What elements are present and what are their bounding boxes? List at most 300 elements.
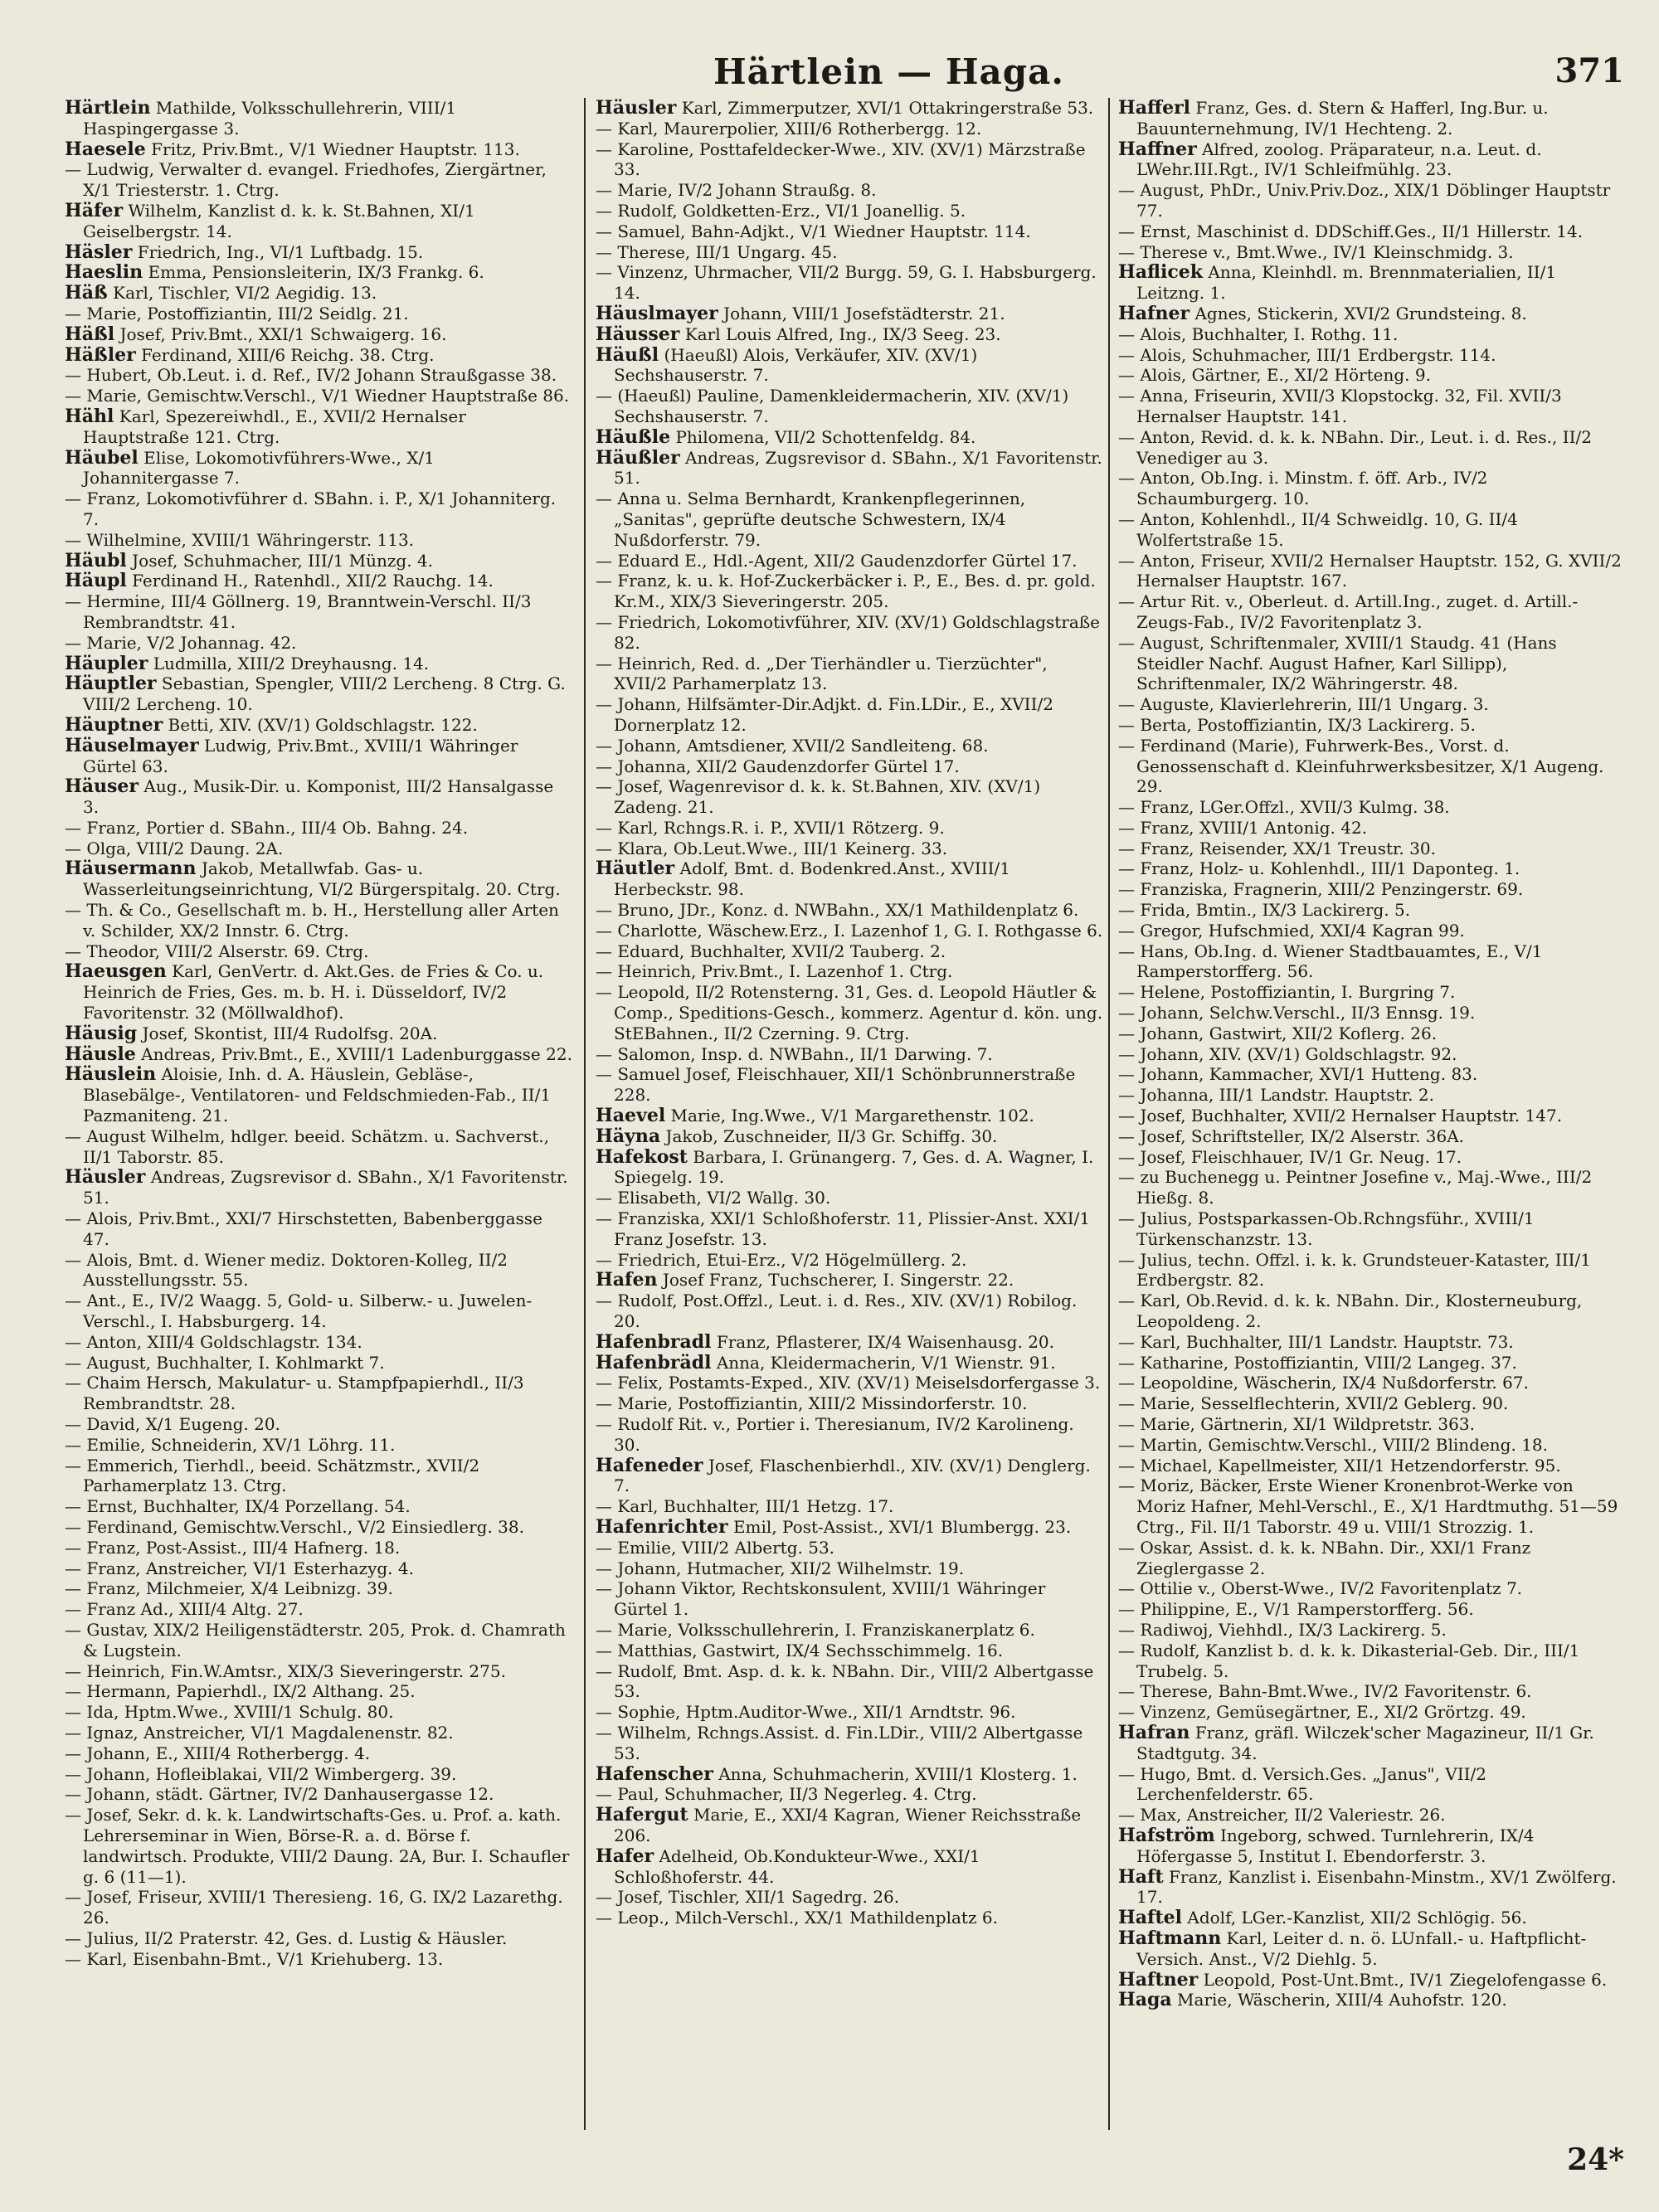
directory-entry <box>1118 1332 1626 1353</box>
directory-entry <box>1118 324 1626 345</box>
entry-details: — August Wilhelm, hdlger. beeid. Schätzm. u. Sachverst., II/1 Taborstr. 85. <box>65 1125 549 1167</box>
entry-details: — Friedrich, Lokomotivführer, XIV. (XV/1) Goldschlagstraße 82. <box>596 611 1101 653</box>
directory-entry <box>596 756 1103 777</box>
entry-details: Adolf, LGer.-Kanzlist, XII/2 Schlögig. 56. <box>1182 1908 1527 1928</box>
entry-details: — Samuel Josef, Fleischhauer, XII/1 Schönbrunnerstraße 228. <box>596 1064 1076 1106</box>
directory-entry <box>596 1353 1103 1373</box>
entry-details: — Franziska, Fragnerin, XIII/2 Penzingerstr. 69. <box>1118 879 1524 900</box>
entry-surname: Häusler <box>65 1166 146 1189</box>
entry-details: — Josef, Friseur, XVIII/1 Theresieng. 16, G. IX/2 Lazarethg. 26. <box>65 1887 563 1928</box>
directory-entry <box>65 818 572 839</box>
entry-details: Fritz, Priv.Bmt., V/1 Wiedner Hauptstr. 113. <box>145 139 520 159</box>
entry-details: Marie, Wäscherin, XIII/4 Auhofstr. 120. <box>1171 1990 1507 2010</box>
directory-entry <box>1118 1435 1626 1456</box>
directory-entry <box>1118 427 1626 469</box>
entry-details: Adelheid, Ob.Kondukteur-Wwe., XXI/1 Schloßhoferstr. 44. <box>614 1845 980 1887</box>
entry-details: — (Haeußl) Pauline, Damenkleidermacherin, XIV. (XV/1) Sechshauserstr. 7. <box>596 386 1069 426</box>
entry-surname: Hafergut <box>596 1804 688 1826</box>
directory-entry <box>596 262 1103 304</box>
directory-entry <box>1118 1599 1626 1620</box>
directory-entry <box>596 1805 1103 1846</box>
entry-details: Karl, Leiter d. n. ö. LUnfall.- u. Haftpflicht-Versich. Anst., V/2 Diehlg. 5. <box>1136 1928 1587 1969</box>
entry-details: — Marie, Sesselflechterin, XVII/2 Geblerg. 90. <box>1118 1393 1509 1414</box>
entry-surname: Hafenscher <box>596 1762 713 1785</box>
directory-entry <box>65 1332 572 1353</box>
entry-details: — David, X/1 Eugeng. 20. <box>65 1414 280 1434</box>
directory-entry <box>65 1599 572 1620</box>
entry-details: — Anton, Revid. d. k. k. NBahn. Dir., Leut. i. d. Res., II/2 Venediger au 3. <box>1118 426 1592 468</box>
entry-details: — Matthias, Gastwirt, IX/4 Sechsschimmelg. 16. <box>596 1640 1004 1660</box>
entry-details: — Johann, Hilfsämter-Dir.Adjkt. d. Fin.LDir., E., XVII/2 Dornerplatz 12. <box>596 694 1053 735</box>
entry-surname: Häußle <box>596 425 671 448</box>
directory-entry <box>65 159 572 201</box>
directory-entry <box>65 591 572 633</box>
entry-surname: Häuslmayer <box>596 302 718 324</box>
directory-entry <box>596 1784 1103 1805</box>
directory-entry <box>596 489 1103 550</box>
entry-surname: Haftner <box>1118 1968 1199 1991</box>
entry-details: — Franz, k. u. k. Hof-Zuckerbäcker i. P., E., Bes. d. pr. gold. Kr.M., XIX/3 Sieveringerstr. 205. <box>596 571 1096 612</box>
directory-entry <box>1118 715 1626 736</box>
column-divider <box>1108 98 1110 2130</box>
directory-entry <box>1118 591 1626 633</box>
entry-details: Wilhelm, Kanzlist d. k. k. St.Bahnen, XI/1 Geiselbergstr. 14. <box>83 200 475 241</box>
directory-entry <box>1118 221 1626 242</box>
directory-entry <box>1118 1023 1626 1044</box>
entry-details: — August, PhDr., Univ.Priv.Doz., XIX/1 Döblinger Hauptstr 77. <box>1118 180 1611 221</box>
directory-entry <box>1118 941 1626 983</box>
directory-entry <box>1118 633 1626 694</box>
directory-entry <box>596 1846 1103 1888</box>
directory-entry <box>596 324 1103 345</box>
entry-surname: Haevel <box>596 1105 666 1127</box>
entry-details: — Ferdinand (Marie), Fuhrwerk-Bes., Vorst. d. Genossenschaft d. Kleinfuhrwerksbesitzer, X/1 Augeng. 29. <box>1118 735 1604 797</box>
entry-details: — Rudolf, Goldketten-Erz., VI/1 Joanellig. 5. <box>596 200 966 221</box>
entry-details: — Rudolf, Post.Offzl., Leut. i. d. Res., XIV. (XV/1) Robilog. 20. <box>596 1291 1078 1332</box>
entry-surname: Hähl <box>65 405 114 427</box>
directory-entry <box>1118 1208 1626 1250</box>
entry-details: — Johann, Gastwirt, XII/2 Koflerg. 26. <box>1118 1023 1438 1043</box>
directory-entry <box>596 1764 1103 1785</box>
entry-details: — Ernst, Buchhalter, IX/4 Porzellang. 54. <box>65 1496 411 1517</box>
entry-details: Karl, GenVertr. d. Akt.Ges. de Fries & Co. u. Heinrich de Fries, Ges. m. b. H. i. Düsseldorf, IV/2 Favoritenstr. 32 (Möllwaldhof). <box>83 961 544 1023</box>
directory-entry <box>65 1702 572 1723</box>
entry-details: — Johann, XIV. (XV/1) Goldschlagstr. 92. <box>1118 1043 1457 1064</box>
directory-entry <box>1118 386 1626 427</box>
entry-details: — Ottilie v., Oberst-Wwe., IV/2 Favoritenplatz 7. <box>1118 1578 1523 1599</box>
directory-entry <box>596 1641 1103 1661</box>
entry-surname: Hafran <box>1118 1721 1190 1743</box>
directory-entry <box>1118 1147 1626 1168</box>
entry-surname: Häsler <box>65 241 133 263</box>
entry-details: — Heinrich, Red. d. „Der Tierhändler u. Tierzüchter", XVII/2 Parhamerplatz 13. <box>596 653 1048 694</box>
directory-entry <box>65 1743 572 1764</box>
directory-entry <box>596 304 1103 324</box>
entry-details: — Franziska, XXI/1 Schloßhoferstr. 11, Plissier-Anst. XXI/1 Franz Josefstr. 13. <box>596 1208 1091 1249</box>
directory-entry <box>1118 180 1626 221</box>
entry-details: Josef, Skontist, III/4 Rudolfsg. 20A. <box>137 1023 438 1043</box>
entry-details: Barbara, I. Grünangerg. 7, Ges. d. A. Wagner, I. Spiegelg. 19. <box>614 1146 1094 1188</box>
entry-surname: Häußl <box>596 343 659 366</box>
entry-details: — Franz Ad., XIII/4 Altg. 27. <box>65 1599 304 1620</box>
entry-surname: Hafenbrädl <box>596 1351 712 1373</box>
entry-surname: Häusig <box>65 1022 138 1044</box>
directory-entry <box>65 1291 572 1332</box>
directory-entry <box>596 612 1103 654</box>
directory-entry <box>596 694 1103 736</box>
entry-surname: Häusle <box>65 1043 136 1065</box>
entry-details: — zu Buchenegg u. Peintner Josefine v., Maj.-Wwe., III/2 Hießg. 8. <box>1118 1167 1593 1208</box>
entry-details: — Samuel, Bahn-Adjkt., V/1 Wiedner Hauptstr. 114. <box>596 221 1031 241</box>
directory-entry <box>1118 1641 1626 1682</box>
entry-surname: Häupl <box>65 570 127 592</box>
entry-details: — Karl, Ob.Revid. d. k. k. NBahn. Dir., Klosterneuburg, Leopoldeng. 2. <box>1118 1291 1583 1332</box>
directory-entry <box>65 1517 572 1538</box>
directory-entry <box>65 283 572 304</box>
directory-entry <box>596 1496 1103 1517</box>
entry-details: — Leopold, II/2 Rotensterng. 31, Ges. d. Leopold Häutler & Comp., Speditions-Gesch., kommerz. Agentur d. kön. ung. StEBahnen., II/2 Czerning. 9. Ctrg. <box>596 982 1103 1043</box>
entry-details: — Vinzenz, Gemüsegärtner, E., XI/2 Grörtzg. 49. <box>1118 1702 1526 1723</box>
directory-entry <box>65 1558 572 1579</box>
directory-entry <box>65 1805 572 1887</box>
entry-details: — Eduard, Buchhalter, XVII/2 Tauberg. 2. <box>596 941 946 961</box>
directory-entry <box>596 1208 1103 1250</box>
entry-details: — Josef, Schriftsteller, IX/2 Alserstr. 36A. <box>1118 1125 1465 1146</box>
directory-entry <box>596 1414 1103 1456</box>
entry-details: — Gustav, XIX/2 Heiligenstädterstr. 205, Prok. d. Chamrath & Lugstein. <box>65 1619 566 1660</box>
entry-details: — Chaim Hersch, Makulatur- u. Stampfpapierhdl., II/3 Rembrandtstr. 28. <box>65 1373 524 1414</box>
entry-details: — Leopoldine, Wäscherin, IX/4 Nußdorferstr. 67. <box>1118 1373 1529 1393</box>
entry-details: — Franz, XVIII/1 Antonig. 42. <box>1118 817 1368 838</box>
directory-entry <box>1118 1908 1626 1928</box>
entry-surname: Haftmann <box>1118 1927 1222 1949</box>
page-header <box>0 51 1659 105</box>
entry-surname: Haft <box>1118 1865 1164 1888</box>
directory-entry <box>1118 1475 1626 1537</box>
entry-surname: Häusser <box>596 323 680 345</box>
entry-details: — Anna, Friseurin, XVII/3 Klopstockg. 32, Fil. XVII/3 Hernalser Hauptstr. 141. <box>1118 386 1562 426</box>
entry-details: — Anton, Friseur, XVII/2 Hernalser Hauptstr. 152, G. XVII/2 Hernalser Hauptstr. 167. <box>1118 550 1622 591</box>
entry-details: Jakob, Metallwfab. Gas- u. Wasserleitungseinrichtung, VI/2 Bürgerspitalg. 20. Ctrg. <box>83 858 561 900</box>
entry-details: — Franz, Lokomotivführer d. SBahn. i. P., X/1 Johanniterg. 7. <box>65 489 557 529</box>
entry-surname: Hafström <box>1118 1824 1215 1846</box>
entry-details: Emil, Post-Assist., XVI/1 Blumbergg. 23. <box>727 1516 1072 1537</box>
directory-entry <box>65 1887 572 1928</box>
directory-entry <box>65 571 572 591</box>
page-number: 371 <box>1554 51 1624 90</box>
directory-entry <box>65 1661 572 1682</box>
entry-details: — Hubert, Ob.Leut. i. d. Ref., IV/2 Johann Straußgasse 38. <box>65 365 557 386</box>
entry-details: Josef, Priv.Bmt., XXI/1 Schwaigerg. 16. <box>114 323 447 344</box>
entry-details: — Franz, Portier d. SBahn., III/4 Ob. Bahng. 24. <box>65 817 469 838</box>
entry-details: — Johann, E., XIII/4 Rotherbergg. 4. <box>65 1743 371 1763</box>
directory-entry <box>65 1126 572 1168</box>
entry-details: Leopold, Post-Unt.Bmt., IV/1 Ziegelofengasse 6. <box>1198 1969 1608 1990</box>
directory-entry <box>1118 1353 1626 1373</box>
entry-details: — Salomon, Insp. d. NWBahn., II/1 Darwing. 7. <box>596 1043 993 1064</box>
entry-surname: Haga <box>1118 1989 1172 2011</box>
entry-surname: Häuptler <box>65 673 157 695</box>
entry-details: Josef, Flaschenbierhdl., XIV. (XV/1) Denglerg. 7. <box>614 1455 1091 1496</box>
directory-entry <box>596 1538 1103 1558</box>
entry-surname: Haesele <box>65 138 146 160</box>
entry-details: — Hermine, III/4 Göllnerg. 19, Branntwein-Verschl. II/3 Rembrandtstr. 41. <box>65 591 532 632</box>
directory-entry <box>65 1764 572 1785</box>
directory-entry <box>1118 139 1626 181</box>
directory-entry <box>596 1702 1103 1723</box>
directory-entry <box>65 654 572 674</box>
directory-entry <box>1118 694 1626 715</box>
entry-surname: Häusler <box>596 98 677 119</box>
directory-entry <box>65 448 572 489</box>
directory-entry <box>65 201 572 242</box>
entry-details: — Johann, Amtsdiener, XVII/2 Sandleiteng. 68. <box>596 735 989 756</box>
entry-details: — Philippine, E., V/1 Ramperstorfferg. 56. <box>1118 1599 1474 1620</box>
directory-entry <box>1118 1167 1626 1208</box>
directory-entry <box>65 776 572 818</box>
entry-details: — Johann, Hutmacher, XII/2 Wilhelmstr. 19. <box>596 1558 965 1578</box>
directory-entry <box>596 982 1103 1043</box>
entry-details: Marie, Ing.Wwe., V/1 Margarethenstr. 102. <box>665 1106 1034 1126</box>
entry-details: — Josef, Buchhalter, XVII/2 Hernalser Hauptstr. 147. <box>1118 1106 1563 1126</box>
directory-entry <box>1118 1373 1626 1393</box>
directory-entry <box>65 530 572 551</box>
entry-details: — Hugo, Bmt. d. Versich.Ges. „Janus", VII/2 Lerchenfelderstr. 65. <box>1118 1763 1487 1805</box>
entry-details: — Max, Anstreicher, II/2 Valeriestr. 26. <box>1118 1805 1446 1826</box>
entry-details: — Eduard E., Hdl.-Agent, XII/2 Gaudenzdorfer Gürtel 17. <box>596 550 1078 571</box>
entry-surname: Häßler <box>65 343 136 366</box>
directory-entry <box>1118 304 1626 324</box>
directory-entry <box>65 489 572 530</box>
entry-surname: Hafer <box>596 1845 654 1867</box>
directory-entry <box>65 1949 572 1970</box>
directory-entry <box>1118 797 1626 818</box>
directory-entry <box>1118 839 1626 859</box>
directory-entry <box>1118 858 1626 879</box>
entry-details: — Gregor, Hufschmied, XXI/4 Kagran 99. <box>1118 920 1465 941</box>
directory-entry <box>65 406 572 448</box>
entry-details: Ferdinand, XIII/6 Reichg. 38. Ctrg. <box>135 344 435 365</box>
directory-entry <box>596 139 1103 181</box>
directory-entry <box>1118 365 1626 386</box>
entry-details: — Helene, Postoffiziantin, I. Burgring 7. <box>1118 982 1456 1003</box>
entry-details: — Julius, Postsparkassen-Ob.Rchngsführ., XVIII/1 Türkenschanzstr. 13. <box>1118 1208 1535 1249</box>
entry-details: — Charlotte, Wäschew.Erz., I. Lazenhof 1, G. I. Rothgasse 6. <box>596 920 1103 941</box>
entry-details: Karl, Tischler, VI/2 Aegidig. 13. <box>107 283 377 304</box>
entry-details: — Karl, Eisenbahn-Bmt., V/1 Kriehuberg. 13. <box>65 1948 444 1969</box>
directory-entry <box>596 1126 1103 1147</box>
entry-details: — August, Schriftenmaler, XVIII/1 Staudg. 41 (Hans Steidler Nachf. August Hafner, Karl Sillipp), Schriftenmaler, IX/2 Währingerstr. 48. <box>1118 632 1557 694</box>
directory-entry <box>1118 1393 1626 1414</box>
entry-surname: Haeslin <box>65 261 144 284</box>
entry-details: — Emilie, Schneiderin, XV/1 Löhrg. 11. <box>65 1434 396 1455</box>
entry-details: Andreas, Zugsrevisor d. SBahn., X/1 Favoritenstr. 51. <box>614 447 1102 489</box>
entry-details: — Artur Rit. v., Oberleut. d. Artill.Ing., zuget. d. Artill.-Zeugs-Fab., IV/2 Favoritenplatz 3. <box>1118 591 1579 632</box>
entry-details: — Moriz, Bäcker, Erste Wiener Kronenbrot-Werke von Moriz Hafner, Mehl-Verschl., E., X/1 Hardtmuthg. 51—59 Ctrg., Fil. II/1 Taborstr. 49 u. VIII/1 Strozzig. 1. <box>1118 1475 1618 1537</box>
entry-details: — Michael, Kapellmeister, XII/1 Hetzendorferstr. 95. <box>1118 1455 1561 1475</box>
entry-details: Ferdinand H., Ratenhdl., XII/2 Rauchg. 14. <box>126 571 494 591</box>
entry-details: — Klara, Ob.Leut.Wwe., III/1 Keinerg. 33. <box>596 838 948 858</box>
entry-details: — Martin, Gemischtw.Verschl., VIII/2 Blindeng. 18. <box>1118 1434 1549 1455</box>
entry-details: — Wilhelm, Rchngs.Assist. d. Fin.LDir., VIII/2 Albertgasse 53. <box>596 1722 1083 1763</box>
directory-entry <box>1118 262 1626 304</box>
entry-details: — Marie, Postoffiziantin, XIII/2 Missindorferstr. 10. <box>596 1393 1028 1414</box>
directory-entry <box>596 839 1103 859</box>
entry-details: — Berta, Postoffiziantin, IX/3 Lackirerg. 5. <box>1118 714 1476 735</box>
entry-details: — Leop., Milch-Verschl., XX/1 Mathildenplatz 6. <box>596 1908 998 1928</box>
entry-details: — Franz, Milchmeier, X/4 Leibnizg. 39. <box>65 1578 393 1599</box>
entry-details: Alfred, zoolog. Präparateur, n.a. Leut. d. LWehr.III.Rgt., IV/1 Schleifmühlg. 23. <box>1136 139 1542 180</box>
directory-entry <box>65 1928 572 1949</box>
directory-entry <box>65 715 572 736</box>
directory-entry <box>596 1044 1103 1065</box>
entry-surname: Haflicek <box>1118 261 1204 284</box>
directory-entry <box>1118 1044 1626 1065</box>
directory-entry <box>1118 242 1626 263</box>
column-1 <box>65 98 572 2130</box>
entry-surname: Hafekost <box>596 1145 688 1168</box>
directory-entry <box>1118 818 1626 839</box>
directory-entry <box>1118 509 1626 551</box>
directory-entry <box>596 1578 1103 1620</box>
directory-entry <box>596 1332 1103 1353</box>
directory-entry <box>65 242 572 263</box>
directory-entry <box>1118 1085 1626 1106</box>
entry-details: Anna, Kleidermacherin, V/1 Wienstr. 91. <box>711 1352 1056 1373</box>
directory-entry <box>1118 1867 1626 1908</box>
entry-details: Josef Franz, Tuchscherer, I. Singerstr. 22. <box>657 1270 1014 1291</box>
directory-entry <box>65 551 572 571</box>
entry-details: — Emmerich, Tierhdl., beeid. Schätzmstr., XVII/2 Parhamerplatz 13. Ctrg. <box>65 1455 480 1496</box>
entry-details: — Sophie, Hptm.Auditor-Wwe., XII/1 Arndtstr. 96. <box>596 1702 1016 1723</box>
entry-details: — Heinrich, Fin.W.Amtsr., XIX/3 Sieveringerstr. 275. <box>65 1660 506 1681</box>
directory-entry <box>65 98 572 139</box>
entry-details: Ingeborg, schwed. Turnlehrerin, IX/4 Höfergasse 5, Institut I. Ebendorferstr. 3. <box>1136 1825 1535 1866</box>
directory-entry <box>1118 921 1626 941</box>
directory-entry <box>1118 1620 1626 1641</box>
entry-details: — Wilhelmine, XVIII/1 Währingerstr. 113. <box>65 529 415 550</box>
entry-details: — Radiwoj, Viehhdl., IX/3 Lackirerg. 5. <box>1118 1619 1447 1640</box>
entry-details: — Ernst, Maschinist d. DDSchiff.Ges., II/1 Hillerstr. 14. <box>1118 221 1584 241</box>
directory-entry <box>596 221 1103 242</box>
entry-details: — Ida, Hptm.Wwe., XVIII/1 Schulg. 80. <box>65 1702 394 1723</box>
entry-details: — Hermann, Papierhdl., IX/2 Althang. 25. <box>65 1681 416 1702</box>
entry-details: — Emilie, VIII/2 Albertg. 53. <box>596 1537 835 1558</box>
directory-entry <box>596 571 1103 612</box>
column-3 <box>1118 98 1626 2130</box>
entry-surname: Haeusgen <box>65 960 167 983</box>
directory-entry <box>596 1373 1103 1393</box>
directory-entry <box>1118 736 1626 797</box>
entry-details: — Josef, Fleischhauer, IV/1 Gr. Neug. 17. <box>1118 1146 1462 1167</box>
entry-details: — Vinzenz, Uhrmacher, VII/2 Burgg. 59, G. I. Habsburgerg. 14. <box>596 262 1097 304</box>
directory-entry <box>65 345 572 366</box>
directory-entry <box>596 201 1103 221</box>
entry-details: — Marie, Volksschullehrerin, I. Franziskanerplatz 6. <box>596 1619 1035 1640</box>
directory-entry <box>65 365 572 386</box>
entry-details: — Rudolf, Kanzlist b. d. k. k. Dikasterial-Geb. Dir., III/1 Trubelg. 5. <box>1118 1640 1580 1681</box>
entry-details: — Josef, Tischler, XII/1 Sagedrg. 26. <box>596 1887 900 1908</box>
entry-surname: Häuser <box>65 775 139 798</box>
directory-entry <box>1118 1456 1626 1476</box>
directory-entry <box>65 1250 572 1291</box>
directory-entry <box>1118 1764 1626 1806</box>
entry-details: — Rudolf, Bmt. Asp. d. k. k. NBahn. Dir., VIII/2 Albertgasse 53. <box>596 1660 1094 1702</box>
entry-details: Franz, Ges. d. Stern & Hafferl, Ing.Bur. u. Bauunternehmung, IV/1 Hechteng. 2. <box>1136 98 1549 139</box>
entry-details: — Therese, Bahn-Bmt.Wwe., IV/2 Favoritenstr. 6. <box>1118 1681 1532 1702</box>
entry-details: — Franz, Reisender, XX/1 Treustr. 30. <box>1118 838 1436 858</box>
directory-entry <box>65 1620 572 1661</box>
entry-surname: Härtlein <box>65 98 151 119</box>
entry-surname: Hafen <box>596 1269 658 1291</box>
entry-details: Adolf, Bmt. d. Bodenkred.Anst., XVIII/1 Herbeckstr. 98. <box>614 858 1011 900</box>
entry-details: Agnes, Stickerin, XVI/2 Grundsteing. 8. <box>1190 303 1527 323</box>
entry-details: — Karl, Buchhalter, III/1 Hetzg. 17. <box>596 1496 894 1517</box>
directory-entry <box>1118 1003 1626 1023</box>
entry-surname: Häyna <box>596 1125 661 1147</box>
directory-entry <box>1118 982 1626 1003</box>
entry-details: — Franz, LGer.Offzl., XVII/3 Kulmg. 38. <box>1118 797 1450 818</box>
entry-details: — Anna u. Selma Bernhardt, Krankenpflegerinnen, „Sanitas", geprüfte deutsche Schwestern, IX/4 Nußdorferstr. 79. <box>596 489 1026 550</box>
entry-details: — Anton, XIII/4 Goldschlagstr. 134. <box>65 1331 362 1352</box>
entry-details: — August, Buchhalter, I. Kohlmarkt 7. <box>65 1352 385 1373</box>
entry-details: — Karl, Buchhalter, III/1 Landstr. Hauptstr. 73. <box>1118 1331 1514 1352</box>
directory-entry <box>596 448 1103 489</box>
entry-details: Aloisie, Inh. d. A. Häuslein, Gebläse-, Blasebälge-, Ventilatoren- und Feldschmieden-Fab., II/1 Pazmaniteng. 21. <box>83 1064 552 1126</box>
entry-details: — Anton, Kohlenhdl., II/4 Schweidlg. 10, G. II/4 Wolfertstraße 15. <box>1118 508 1518 550</box>
directory-entry <box>1118 1970 1626 1991</box>
directory-entry <box>596 900 1103 921</box>
column-divider <box>584 98 586 2130</box>
directory-entry <box>1118 1538 1626 1579</box>
directory-entry <box>596 1661 1103 1703</box>
entry-details: Karl, Zimmerputzer, XVI/1 Ottakringerstraße 53. <box>676 98 1094 118</box>
entry-details: Aug., Musik-Dir. u. Komponist, III/2 Hansalgasse 3. <box>83 776 554 818</box>
directory-entry <box>65 1064 572 1125</box>
directory-entry <box>65 839 572 859</box>
directory-entry <box>596 180 1103 201</box>
entry-surname: Häfer <box>65 199 124 221</box>
entry-details: Franz, gräfl. Wilczek'scher Magazineur, II/1 Gr. Stadtgutg. 34. <box>1136 1722 1594 1763</box>
directory-entry <box>596 1456 1103 1497</box>
directory-entry <box>596 961 1103 982</box>
directory-entry <box>65 1784 572 1805</box>
directory-entry <box>596 654 1103 695</box>
entry-details: — Julius, techn. Offzl. i. k. k. Grundsteuer-Kataster, III/1 Erdbergstr. 82. <box>1118 1249 1591 1291</box>
entry-details: — Alois, Priv.Bmt., XXI/7 Hirschstetten, Babenberggasse 47. <box>65 1208 542 1249</box>
entry-surname: Hafferl <box>1118 98 1191 119</box>
directory-entry <box>596 818 1103 839</box>
entry-details: — Felix, Postamts-Exped., XIV. (XV/1) Meiselsdorfergasse 3. <box>596 1373 1101 1393</box>
directory-entry <box>1118 1723 1626 1764</box>
entry-details: Ludwig, Priv.Bmt., XVIII/1 Währinger Gürtel 63. <box>83 735 518 776</box>
entry-details: Friedrich, Ing., VI/1 Luftbadg. 15. <box>132 241 424 262</box>
entry-details: — Alois, Gärtner, E., XI/2 Hörteng. 9. <box>1118 365 1431 386</box>
directory-entry <box>65 1023 572 1044</box>
entry-details: — Therese, III/1 Ungarg. 45. <box>596 241 838 262</box>
entry-details: — Johann, Hofleiblakai, VII/2 Wimbergerg. 39. <box>65 1763 457 1784</box>
directory-entry <box>65 961 572 1023</box>
entry-surname: Häupler <box>65 652 148 674</box>
directory-entry <box>65 1578 572 1599</box>
entry-details: Philomena, VII/2 Schottenfeldg. 84. <box>670 426 976 447</box>
directory-entry <box>596 551 1103 571</box>
directory-entry <box>1118 98 1626 139</box>
entry-details: (Haeußl) Alois, Verkäufer, XIV. (XV/1) Sechshauserstr. 7. <box>614 344 978 386</box>
entry-details: — Josef, Sekr. d. k. k. Landwirtschafts-Ges. u. Prof. a. kath. Lehrerseminar in Wien, Börse-R. a. d. Börse f. landwirtsch. Produkte, VIII/2 Daung. 2A, Bur. I. Schaufler g. 6 (11—1). <box>65 1805 570 1887</box>
directory-entry <box>596 1106 1103 1126</box>
directory-entry <box>1118 1681 1626 1702</box>
